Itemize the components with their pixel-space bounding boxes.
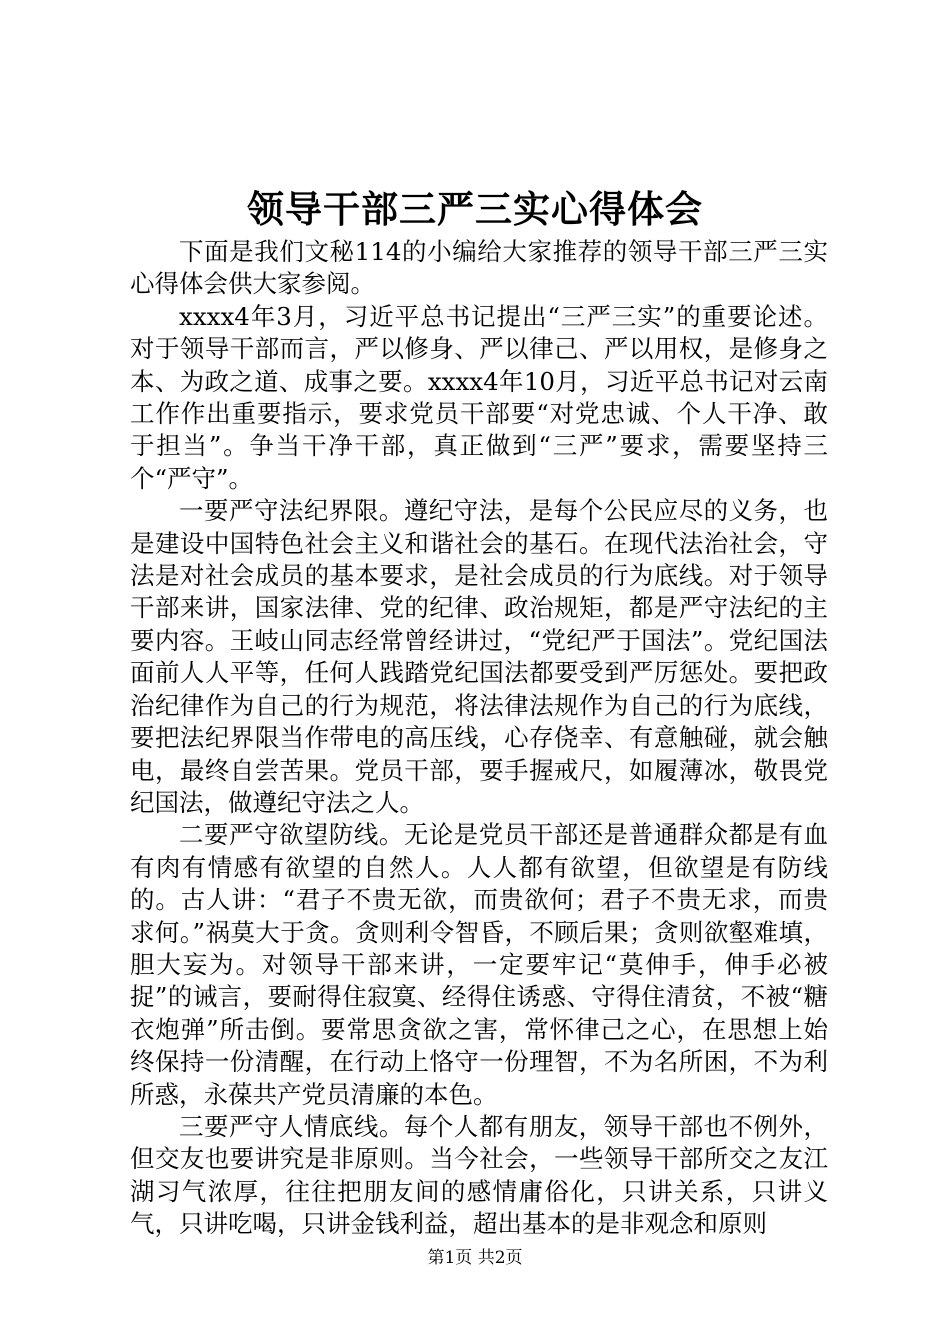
paragraph-friendship: 三要严守人情底线。每个人都有朋友，领导干部也不例外，但交友也要讲究是非原则。当今社会，一些领导干部所交之友江湖习气浓厚，往往把朋友间的感情庸俗化，只讲关系，只讲义气，只讲吃喝，只讲金钱利益，超出基本的是非观念和原则 <box>130 1111 828 1239</box>
document-title: 领导干部三严三实心得体会 <box>247 187 703 231</box>
paragraph-law-discipline: 一要严守法纪界限。遵纪守法，是每个公民应尽的义务，也是建设中国特色社会主义和谐社会的基石。在现代法治社会，守法是对社会成员的基本要求，是社会成员的行为底线。对于领导干部来讲，国家法律、党的纪律、政治规矩，都是严守法纪的主要内容。王岐山同志经常曾经讲过，“党纪严于国法”。党纪国法面前人人平等，任何人践踏党纪国法都要受到严厉惩处。要把政治纪律作为自己的行为规范，将法律法规作为自己的行为底线，要把法纪界限当作带电的高压线，心存侥幸、有意触碰，就会触电，最终自尝苦果。党员干部，要手握戒尺，如履薄冰，敬畏党纪国法，做遵纪守法之人。 <box>130 496 828 817</box>
paragraph-intro: 下面是我们文秘114的小编给大家推荐的领导干部三严三实心得体会供大家参阅。 <box>130 237 828 299</box>
page-footer: 第1页 共2页 <box>427 1248 523 1268</box>
paragraph-background: xxxx4年3月，习近平总书记提出“三严三实”的重要论述。对于领导干部而言，严以修身、严以律己、严以用权，是修身之本、为政之道、成事之要。xxxx4年10月，习近平总书记对云南工作作出重要指示，要求党员干部要“对党忠诚、个人干净、敢于担当”。争当干净干部，真正做到“三严”要求，需要坚持三个“严守”。 <box>130 301 828 493</box>
paragraph-desire: 二要严守欲望防线。无论是党员干部还是普通群众都是有血有肉有情感有欲望的自然人。人人都有欲望，但欲望是有防线的。古人讲：“君子不贵无欲，而贵欲何；君子不贵无求，而贵求何。”祸莫大于贪。贪则利令智昏，不顾后果；贪则欲壑难填，胆大妄为。对领导干部来讲，一定要牢记“莫伸手，伸手必被捉”的诫言，要耐得住寂寞、经得住诱惑、守得住清贫，不被“糖衣炮弹”所击倒。要常思贪欲之害，常怀律己之心，在思想上始终保持一份清醒，在行动上恪守一份理智，不为名所困，不为利所惑，永葆共产党员清廉的本色。 <box>130 820 828 1109</box>
document-body <box>130 236 828 1241</box>
